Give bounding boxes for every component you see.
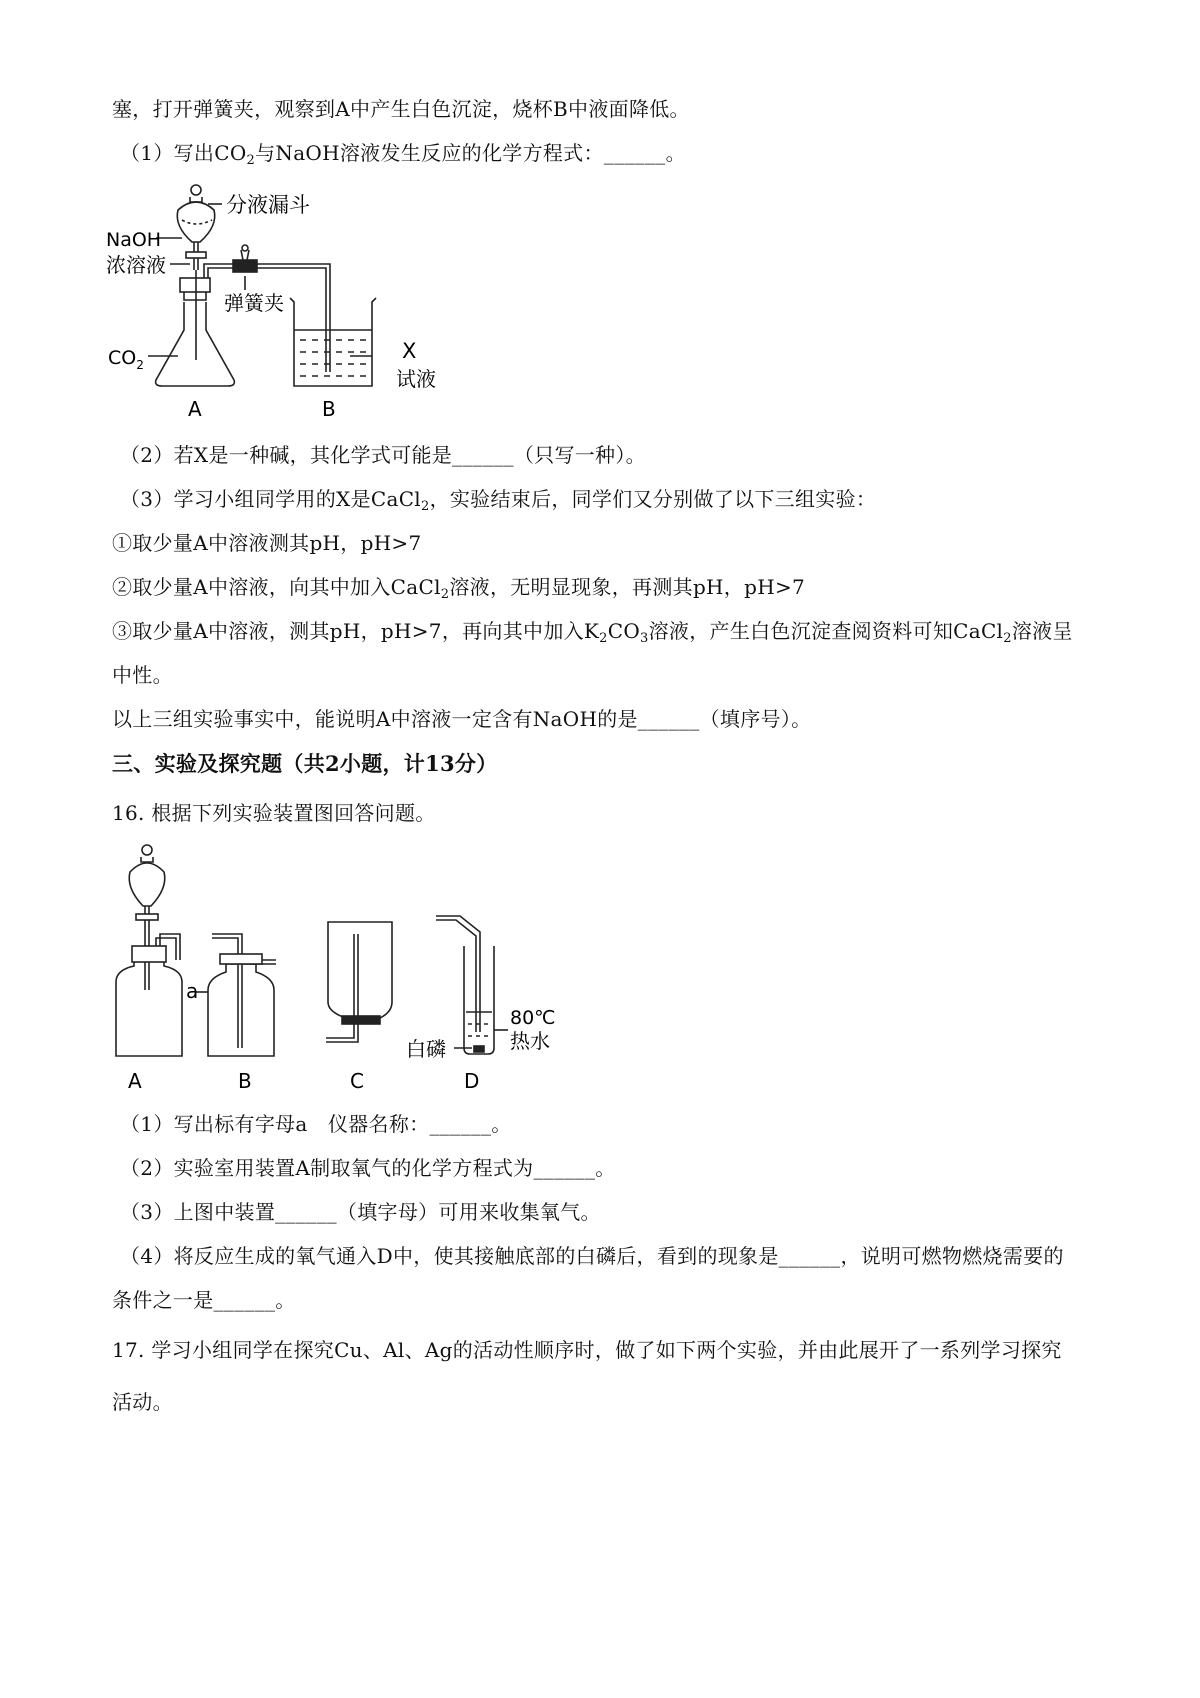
label-apparatus-c: C: [350, 1069, 364, 1093]
question-16: 16. 根据下列实验装置图回答问题。: [112, 801, 436, 825]
question-15-2: （2）若X是一种碱，其化学式可能是______（只写一种）。: [120, 443, 646, 467]
label-reagent: 试液: [396, 367, 436, 391]
label-a-mark: a: [186, 979, 199, 1003]
subscript: 2: [440, 587, 450, 602]
q15-3-part-b: ，实验结束后，同学们又分别做了以下三组实验：: [429, 487, 877, 511]
exp3-part-a: ③取少量A中溶液，测其pH，pH>7，再向其中加入K: [112, 619, 600, 643]
exp2-part-a: ②取少量A中溶液，向其中加入CaCl: [112, 575, 441, 599]
q15-1-part-a: （1）写出CO: [120, 141, 247, 165]
question-17: 17. 学习小组同学在探究Cu、Al、Ag的活动性顺序时，做了如下两个实验，并由此展开了一系列学习探究: [112, 1338, 1062, 1362]
q15-1-part-b: 与NaOH溶液发生反应的化学方程式：______。: [255, 141, 686, 165]
label-white-phosphorus: 白磷: [406, 1037, 446, 1061]
experiment-3: [112, 619, 1073, 646]
question-15-conclusion: 以上三组实验事实中，能说明A中溶液一定含有NaOH的是______（填序号）。: [112, 707, 812, 731]
exp2-part-b: 溶液，无明显现象，再测其pH，pH>7: [449, 575, 806, 599]
experiment-3-continuation: 中性。: [112, 663, 173, 687]
exp3-part-d: 溶液呈: [1011, 619, 1073, 643]
label-temperature: 80℃: [510, 1007, 556, 1029]
question-16-3: （3）上图中装置______（填字母）可用来收集氧气。: [120, 1200, 601, 1224]
q15-3-part-a: （3）学习小组同学用的X是CaCl: [120, 487, 421, 511]
figure-co2-naoh-apparatus: [100, 180, 460, 430]
label-naoh: NaOH: [106, 229, 162, 251]
label-separatory-funnel: 分液漏斗: [226, 193, 310, 217]
question-17-continuation: 活动。: [112, 1390, 173, 1414]
label-concentrated-solution: 浓溶液: [106, 253, 166, 277]
experiment-2: [112, 575, 806, 602]
label-hot-water: 热水: [510, 1029, 550, 1053]
question-16-4-continuation: 条件之一是______。: [112, 1288, 296, 1312]
subscript: 2: [421, 499, 430, 514]
label-co2: $CO_2$: [108, 347, 144, 372]
subscript: 2: [246, 153, 256, 168]
question-15-1: [120, 141, 686, 168]
question-15-3: [120, 487, 877, 514]
paragraph-continuation: 塞，打开弹簧夹，观察到A中产生白色沉淀，烧杯B中液面降低。: [112, 97, 690, 121]
label-apparatus-b: B: [238, 1069, 252, 1093]
label-spring-clamp: 弹簧夹: [224, 291, 284, 315]
exp3-part-c: 溶液，产生白色沉淀查阅资料可知CaCl: [648, 619, 1004, 643]
subscript: 2: [599, 631, 608, 646]
question-16-4: （4）将反应生成的氧气通入D中，使其接触底部的白磷后，看到的现象是______，说明可燃物燃烧需要的: [120, 1244, 1064, 1268]
label-apparatus-a: A: [128, 1069, 142, 1093]
label-x: X: [402, 339, 417, 363]
section-3-heading: 三、实验及探究题（共2小题，计13分）: [112, 751, 498, 776]
label-apparatus-d: D: [464, 1069, 480, 1093]
label-apparatus-a: A: [188, 397, 202, 421]
subscript: 2: [1003, 631, 1012, 646]
label-apparatus-b: B: [322, 397, 336, 421]
question-16-2: （2）实验室用装置A制取氧气的化学方程式为______。: [120, 1156, 616, 1180]
experiment-1: ①取少量A中溶液测其pH，pH>7: [112, 531, 422, 555]
figure-apparatus-abcd: [100, 842, 580, 1094]
exp3-part-b: CO: [607, 619, 641, 643]
question-16-1: （1）写出标有字母a 仪器名称：______。: [120, 1112, 512, 1136]
subscript: 3: [640, 631, 649, 646]
